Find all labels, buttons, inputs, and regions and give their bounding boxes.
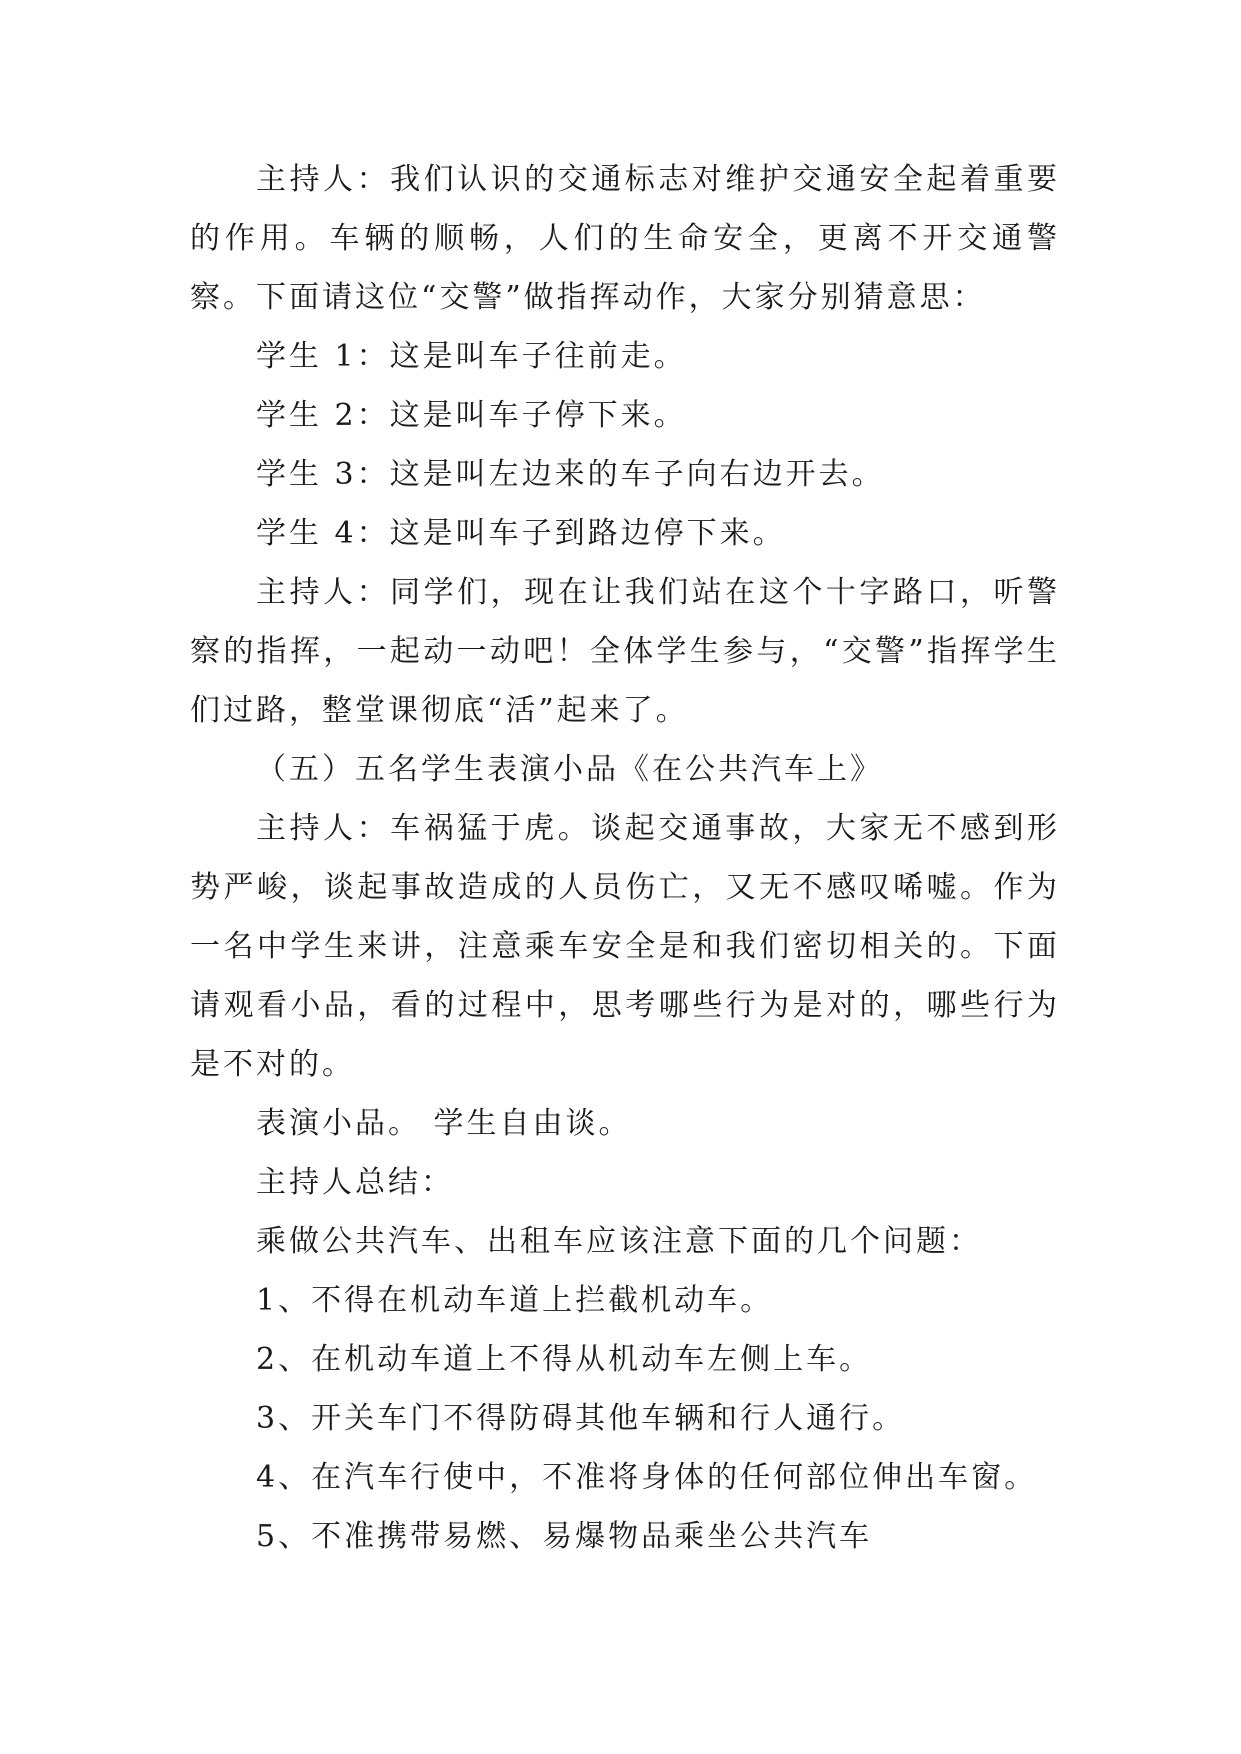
host-crossroad-activity: 主持人：同学们，现在让我们站在这个十字路口，听警察的指挥，一起动一动吧！全体学生参与，“交警”指挥学生们过路，整堂课彻底“活”起来了。 — [190, 575, 1060, 728]
student-4-answer: 学生 4：这是叫车子到路边停下来。 — [256, 516, 786, 551]
rule-item-4: 4、在汽车行使中，不准将身体的任何部位伸出车窗。 — [256, 1460, 1038, 1495]
rules-intro: 乘做公共汽车、出租车应该注意下面的几个问题： — [256, 1224, 982, 1259]
skit-performance-note: 表演小品。 学生自由谈。 — [256, 1106, 632, 1141]
host-summary-heading: 主持人总结： — [256, 1165, 454, 1200]
rule-item-1: 1、不得在机动车道上拦截机动车。 — [256, 1283, 774, 1318]
host-skit-intro: 主持人：车祸猛于虎。谈起交通事故，大家无不感到形势严峻，谈起事故造成的人员伤亡，又无不感叹唏嘘。作为一名中学生来讲，注意乘车安全是和我们密切相关的。下面请观看小品，看的过程中，思考哪些行为是对的，哪些行为是不对的。 — [190, 811, 1060, 1082]
document-page — [190, 150, 1060, 1566]
host-intro-traffic-police: 主持人：我们认识的交通标志对维护交通安全起着重要的作用。车辆的顺畅，人们的生命安全，更离不开交通警察。下面请这位“交警”做指挥动作，大家分别猜意思： — [190, 162, 1060, 315]
student-1-answer: 学生 1：这是叫车子往前走。 — [256, 339, 687, 374]
rule-item-3: 3、开关车门不得防碍其他车辆和行人通行。 — [256, 1401, 906, 1436]
rule-item-2: 2、在机动车道上不得从机动车左侧上车。 — [256, 1342, 873, 1377]
rule-item-5: 5、不准携带易燃、易爆物品乘坐公共汽车 — [256, 1519, 873, 1554]
section-heading-skit: （五）五名学生表演小品《在公共汽车上》 — [256, 752, 883, 787]
student-3-answer: 学生 3：这是叫左边来的车子向右边开去。 — [256, 457, 885, 492]
student-2-answer: 学生 2：这是叫车子停下来。 — [256, 398, 687, 433]
